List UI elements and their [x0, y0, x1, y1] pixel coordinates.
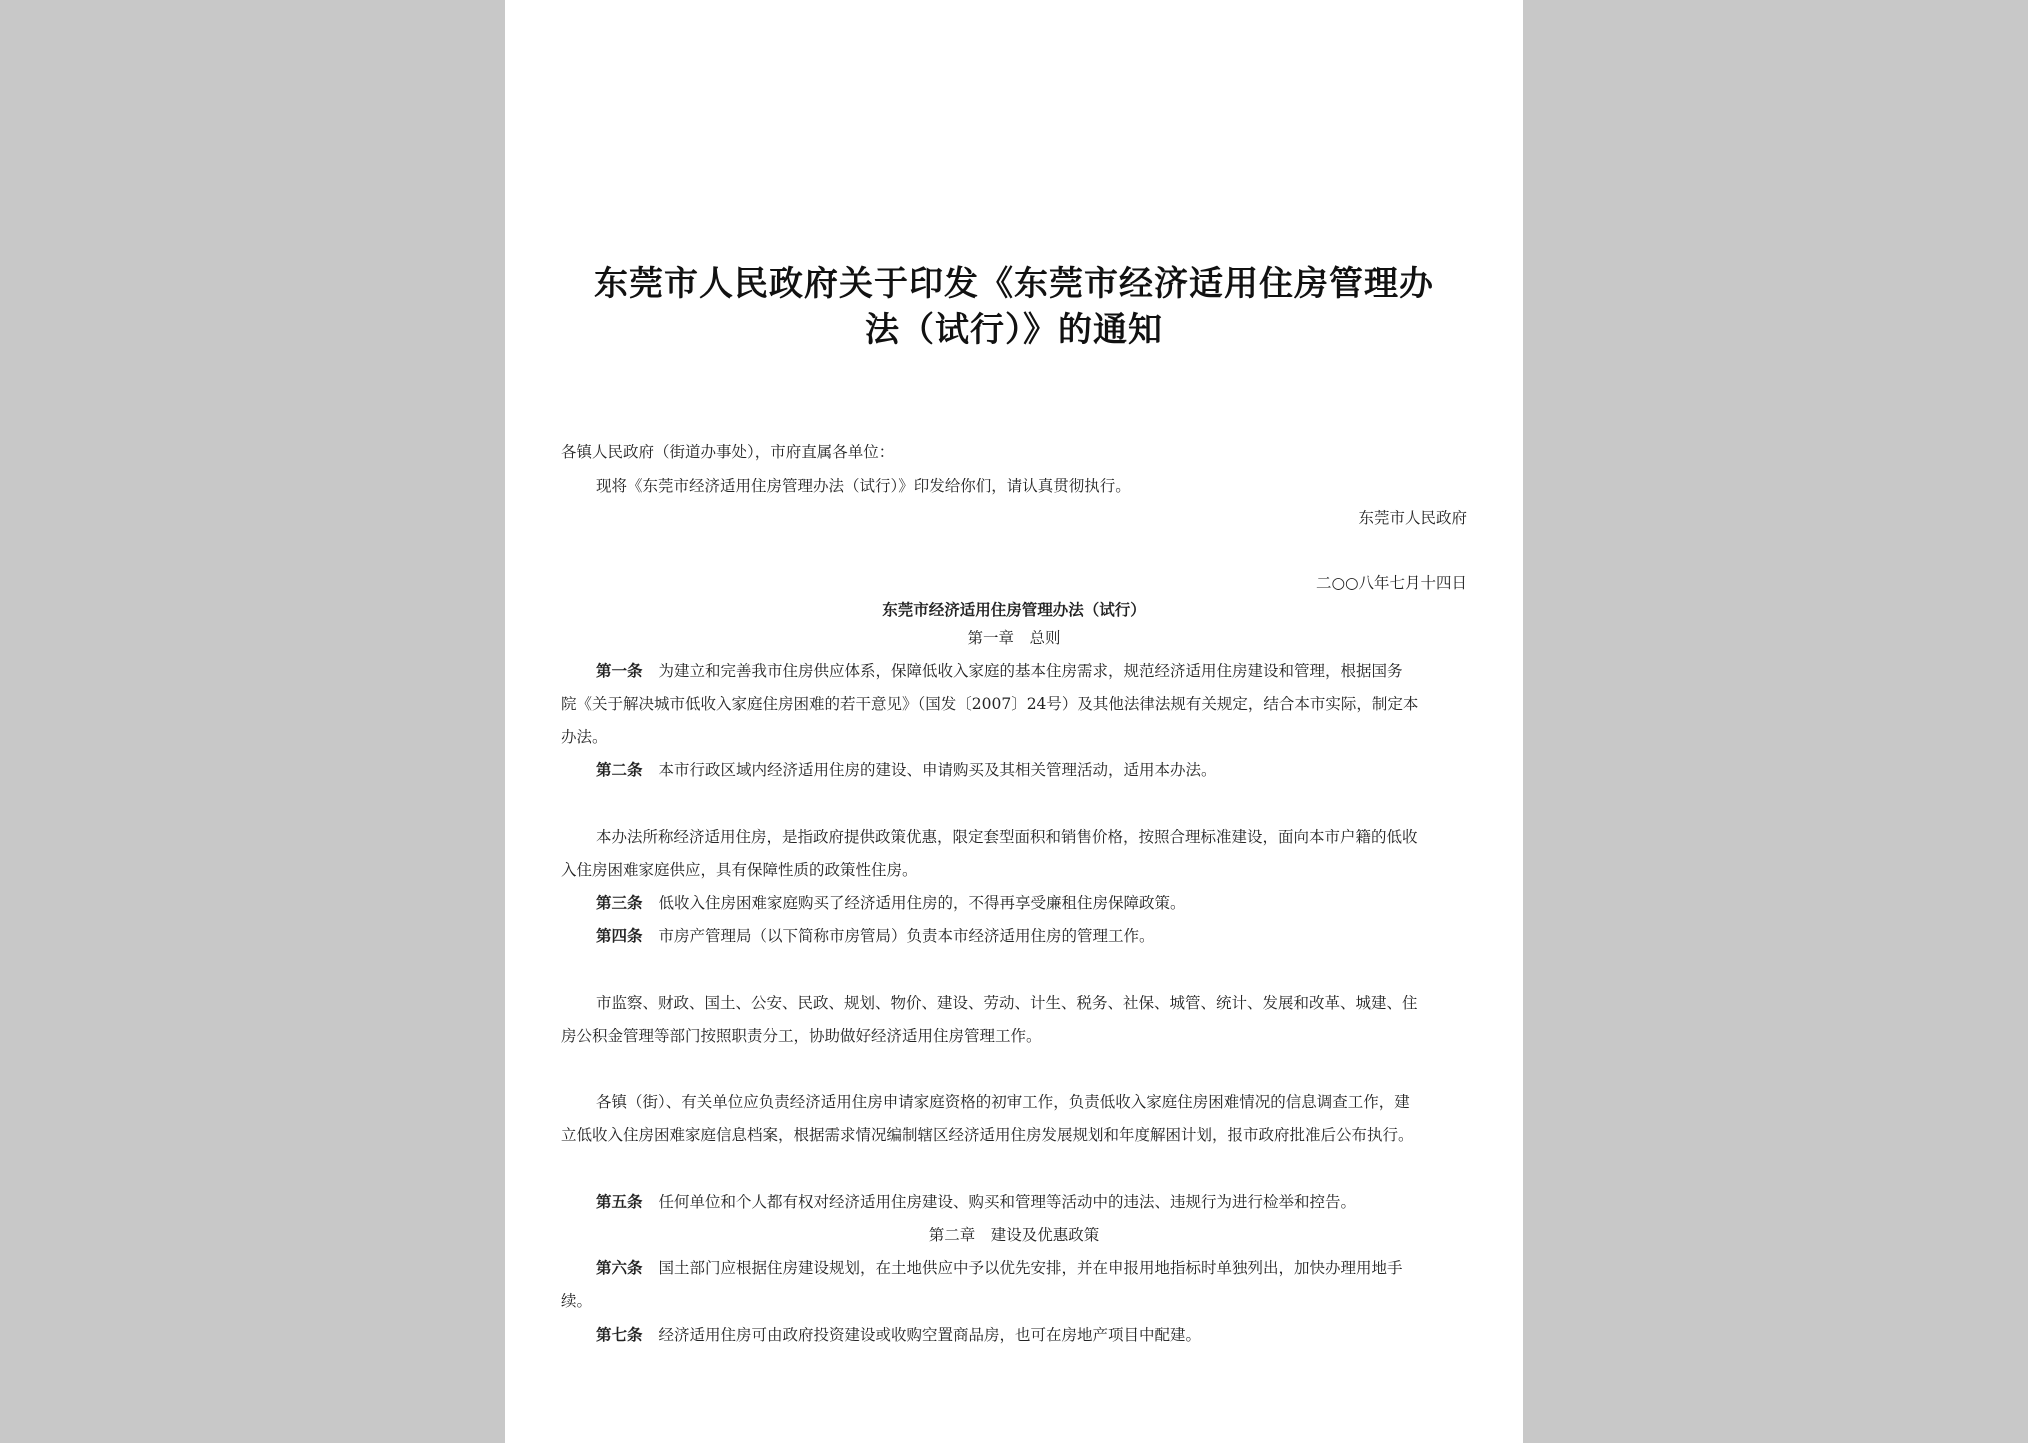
article-label: 第三条	[596, 893, 643, 912]
page-title-line-2: 法（试行）》的通知	[865, 310, 1163, 350]
article-1	[596, 660, 1403, 682]
article-text: 低收入住房困难家庭购买了经济适用住房的，不得再享受廉租住房保障政策。	[658, 894, 1186, 912]
chapter-heading-2: 第二章 建设及优惠政策	[928, 1226, 1100, 1244]
article-3	[596, 892, 1186, 914]
article-5	[596, 1191, 1356, 1213]
document-page	[505, 0, 1523, 1443]
paragraph-departments: 市监察、财政、国土、公安、民政、规划、物价、建设、劳动、计生、税务、社保、城管、统计、发展和改革、城建、住	[596, 994, 1418, 1012]
article-text: 任何单位和个人都有权对经济适用住房建设、购买和管理等活动中的违法、违规行为进行检举和控告。	[658, 1193, 1357, 1211]
article-label: 第一条	[596, 661, 643, 680]
article-1-line-3: 办法。	[561, 728, 608, 746]
paragraph-definition-line-2: 入住房困难家庭供应，具有保障性质的政策性住房。	[561, 861, 918, 879]
paragraph-towns: 各镇（街）、有关单位应负责经济适用住房申请家庭资格的初审工作，负责低收入家庭住房困难情况的信息调查工作，建	[596, 1093, 1410, 1111]
article-label: 第六条	[596, 1258, 643, 1277]
paragraph-definition: 本办法所称经济适用住房，是指政府提供政策优惠，限定套型面积和销售价格，按照合理标准建设，面向本市户籍的低收	[596, 828, 1418, 846]
paragraph-departments-line-2: 房公积金管理等部门按照职责分工，协助做好经济适用住房管理工作。	[561, 1027, 1042, 1045]
article-text: 经济适用住房可由政府投资建设或收购空置商品房，也可在房地产项目中配建。	[658, 1326, 1202, 1344]
page-title-line-1: 东莞市人民政府关于印发《东莞市经济适用住房管理办	[594, 264, 1434, 304]
article-text: 本市行政区域内经济适用住房的建设、申请购买及其相关管理活动，适用本办法。	[658, 761, 1217, 779]
article-text: 为建立和完善我市住房供应体系，保障低收入家庭的基本住房需求，规范经济适用住房建设和管理，根据国务	[658, 662, 1403, 680]
article-2	[596, 759, 1217, 781]
regulation-title: 东莞市经济适用住房管理办法（试行）	[882, 600, 1146, 619]
issue-date: 二○○八年七月十四日	[1315, 574, 1467, 592]
article-1-line-2: 院《关于解决城市低收入家庭住房困难的若干意见》（国发〔2007〕24号）及其他法律法规有关规定，结合本市实际，制定本	[561, 695, 1419, 713]
intro-paragraph: 现将《东莞市经济适用住房管理办法（试行）》印发给你们，请认真贯彻执行。	[596, 477, 1131, 495]
article-label: 第五条	[596, 1192, 643, 1211]
chapter-heading-1: 第一章 总则	[967, 629, 1061, 647]
article-7	[596, 1324, 1201, 1346]
article-label: 第七条	[596, 1325, 643, 1344]
paragraph-towns-line-2: 立低收入住房困难家庭信息档案，根据需求情况编制辖区经济适用住房发展规划和年度解困计划，报市政府批准后公布执行。	[561, 1126, 1414, 1144]
issuer: 东莞市人民政府	[1358, 509, 1467, 527]
salutation: 各镇人民政府（街道办事处），市府直属各单位：	[561, 443, 895, 461]
article-6-line-2: 续。	[561, 1292, 593, 1310]
article-text: 市房产管理局（以下简称市房管局）负责本市经济适用住房的管理工作。	[658, 927, 1155, 945]
article-4	[596, 925, 1155, 947]
article-text: 国土部门应根据住房建设规划，在土地供应中予以优先安排，并在申报用地指标时单独列出，加快办理用地手	[658, 1259, 1403, 1277]
article-label: 第二条	[596, 760, 643, 779]
article-label: 第四条	[596, 926, 643, 945]
article-6	[596, 1257, 1403, 1279]
